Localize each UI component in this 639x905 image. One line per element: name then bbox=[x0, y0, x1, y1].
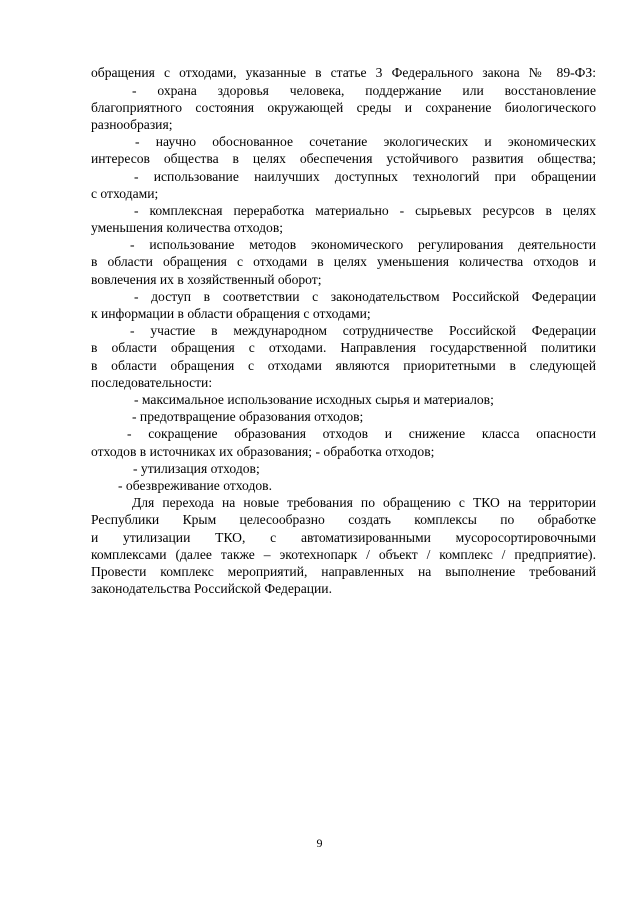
list-item: - участие в международном сотрудничестве Российской Федерации bbox=[130, 323, 596, 338]
text-line: последовательности: bbox=[91, 375, 213, 390]
text-line: разнообразия; bbox=[91, 117, 173, 132]
text-line: с отходами; bbox=[91, 186, 159, 201]
text-line: и утилизации ТКО, с автоматизированными мусоросортировочными bbox=[91, 530, 596, 545]
text-line: комплексами (далее также – экотехнопарк / объект / комплекс / предприятие). bbox=[91, 547, 596, 562]
text-line: интересов общества в целях обеспечения устойчивого развития общества; bbox=[91, 151, 596, 166]
list-item: - предотвращение образования отходов; bbox=[132, 409, 364, 424]
text-line: Провести комплекс мероприятий, направленных на выполнение требований bbox=[91, 564, 596, 579]
list-item: - максимальное использование исходных сырья и материалов; bbox=[134, 392, 494, 407]
list-item: - использование методов экономического регулирования деятельности bbox=[130, 237, 596, 252]
list-item: - сокращение образования отходов и снижение класса опасности bbox=[127, 426, 596, 441]
text-line: обращения с отходами, указанные в статье 3 Федерального закона № 89-ФЗ: bbox=[91, 65, 596, 80]
list-item: - утилизация отходов; bbox=[133, 461, 260, 476]
text-line: вовлечения их в хозяйственный оборот; bbox=[91, 272, 322, 287]
list-item: - комплексная переработка материально - сырьевых ресурсов в целях bbox=[134, 203, 596, 218]
text-line: законодательства Российской Федерации. bbox=[91, 581, 332, 596]
list-item: - обезвреживание отходов. bbox=[118, 478, 272, 493]
text-line: в области обращения с отходами. Направления государственной политики bbox=[91, 340, 596, 355]
list-item: - использование наилучших доступных технологий при обращении bbox=[134, 169, 596, 184]
paragraph-line: Для перехода на новые требования по обращению с ТКО на территории bbox=[132, 495, 596, 510]
page-number: 9 bbox=[316, 836, 323, 850]
list-item: - научно обоснованное сочетание экологических и экономических bbox=[135, 134, 596, 149]
list-item: - охрана здоровья человека, поддержание или восстановление bbox=[132, 83, 596, 98]
text-line: к информации в области обращения с отходами; bbox=[91, 306, 371, 321]
text-line: в области обращения с отходами в целях уменьшения количества отходов и bbox=[91, 254, 596, 269]
list-item: - доступ в соответствии с законодательством Российской Федерации bbox=[134, 289, 596, 304]
text-line: уменьшения количества отходов; bbox=[91, 220, 284, 235]
text-line: благоприятного состояния окружающей среды и сохранение биологического bbox=[91, 100, 596, 115]
text-line: Республики Крым целесообразно создать комплексы по обработке bbox=[91, 512, 596, 527]
text-line: отходов в источниках их образования; - обработка отходов; bbox=[91, 444, 435, 459]
text-line: в области обращения с отходами являются приоритетными в следующей bbox=[91, 358, 596, 373]
